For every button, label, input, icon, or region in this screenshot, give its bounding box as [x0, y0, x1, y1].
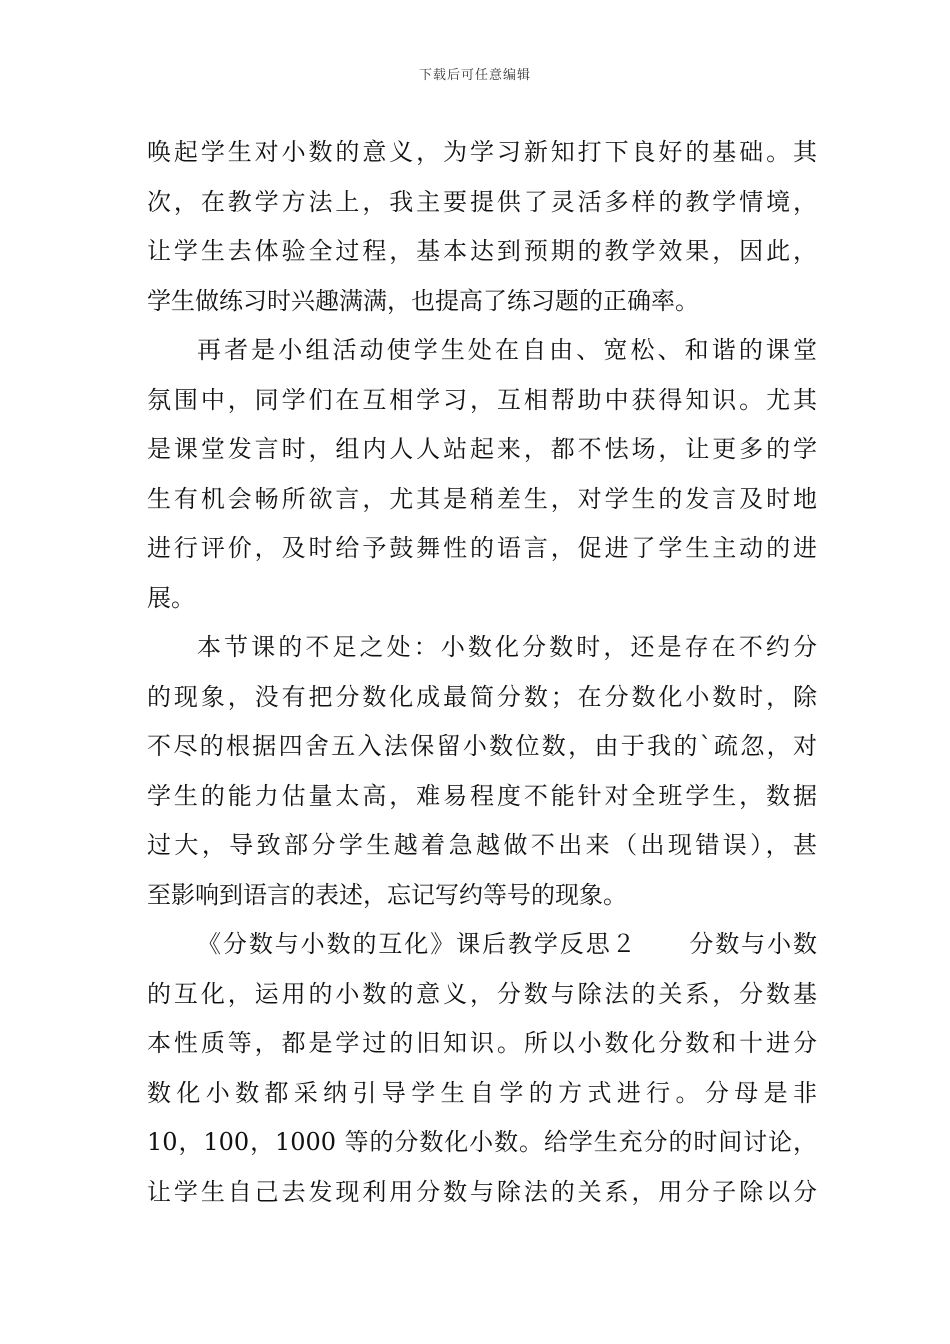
text-line: 学生做练习时兴趣满满，也提高了练习题的正确率。 [147, 286, 699, 315]
text-line: 让学生去体验全过程，基本达到预期的教学效果，因此， [147, 237, 817, 265]
text-line: 次，在教学方法上，我主要提供了灵活多样的教学情境， [147, 187, 817, 216]
document-body [147, 128, 817, 1217]
text-line: 生有机会畅所欲言，尤其是稍差生，对学生的发言及时地 [147, 484, 817, 513]
text-line: 再者是小组活动使学生处在自由、宽松、和谐的课堂 [197, 336, 817, 364]
text-line: 是课堂发言时，组内人人站起来，都不怯场，让更多的学 [147, 435, 817, 463]
text-line: 至影响到语言的表述，忘记写约等号的现象。 [147, 880, 627, 909]
text-line: 的现象，没有把分数化成最简分数；在分数化小数时，除 [147, 682, 817, 711]
text-line: 展。 [147, 583, 195, 612]
text-line: 氛围中，同学们在互相学习，互相帮助中获得知识。尤其 [147, 385, 817, 414]
text-line: 的互化，运用的小数的意义，分数与除法的关系，分数基 [147, 979, 817, 1008]
text-line: 让学生自己去发现利用分数与除法的关系，用分子除以分 [147, 1177, 817, 1206]
text-line: 10，100，1000 等的分数化小数。给学生充分的时间讨论， [147, 1128, 817, 1156]
text-line: 学生的能力估量太高，难易程度不能针对全班学生，数据 [147, 781, 817, 810]
text-line: 本节课的不足之处：小数化分数时，还是存在不约分 [197, 633, 817, 661]
text-line: 数化小数都采纳引导学生自学的方式进行。分母是非 [147, 1078, 817, 1107]
text-line: 唤起学生对小数的意义，为学习新知打下良好的基础。其 [147, 138, 817, 166]
text-line: 过大，导致部分学生越着急越做不出来（出现错误），甚 [147, 831, 817, 859]
text-line: 不尽的根据四舍五入法保留小数位数，由于我的`疏忽，对 [147, 732, 817, 760]
text-line: 《分数与小数的互化》课后教学反思２ 分数与小数 [197, 930, 817, 958]
page-header: 下载后可任意编辑 [418, 68, 531, 83]
text-line: 本性质等，都是学过的旧知识。所以小数化分数和十进分 [147, 1029, 817, 1057]
text-line: 进行评价，及时给予鼓舞性的语言，促进了学生主动的进 [147, 534, 817, 562]
